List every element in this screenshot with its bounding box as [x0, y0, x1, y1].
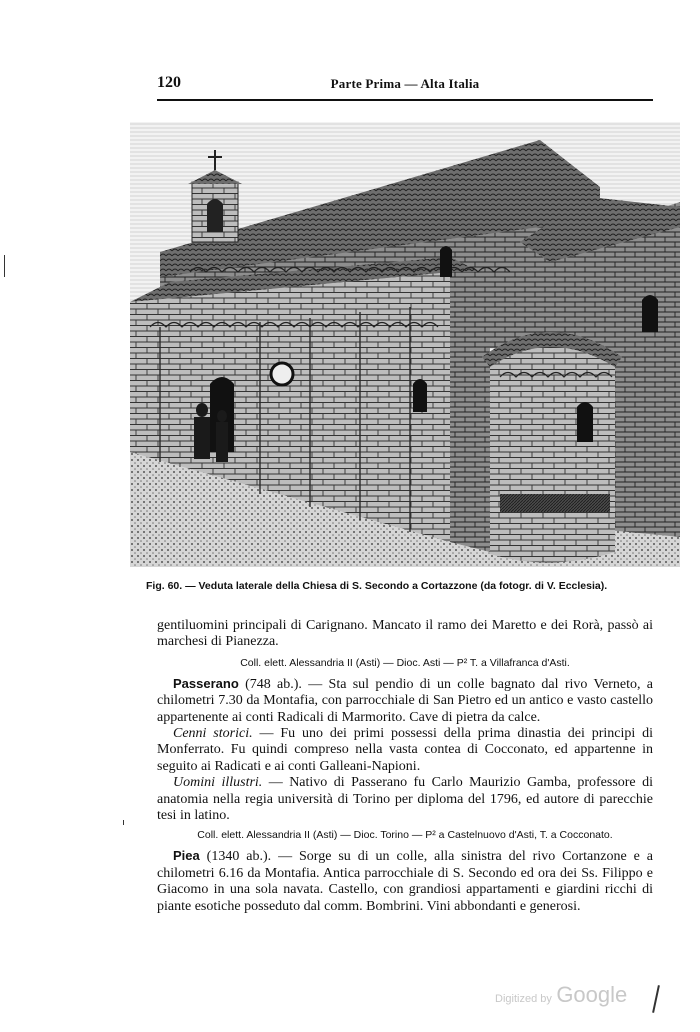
paragraph-piea [157, 848, 653, 915]
paragraph-uomini-illustri [157, 775, 653, 824]
google-watermark [495, 982, 627, 1008]
paragraph-passerano [157, 676, 653, 726]
page-number: 120 [157, 74, 181, 91]
uomini-illustri-text: — Nativo di Passerano fu Carlo Maurizio Gamba, professore di anatomia nella regia università di Torino per diploma del 1796, ed autore di parecchie tesi in latino. [157, 775, 653, 824]
margin-tick [123, 820, 124, 825]
piea-text: (1340 ab.). — Sorge su di un colle, alla sinistra del rivo Cortanzone e a chilometri 6.16 da Montafia. Antica parrocchiale di S. Secondo ed ora dei Ss. Filippo e Giacomo in una sola navata. Castello, con grandiosi appartamenti e giardini ricchi di piante esotiche posseduto dal comm. Bombrini. Vini abbondanti e generosi. [157, 849, 653, 914]
electoral-note-1: Coll. elett. Alessandria II (Asti) — Dioc. Asti — P² T. a Villafranca d'Asti. [240, 656, 570, 669]
paragraph-cenni-storici [157, 726, 653, 775]
electoral-note-2: Coll. elett. Alessandria II (Asti) — Dioc. Torino — P² a Castelnuovo d'Asti, T. a Cocconato. [197, 829, 613, 842]
cenni-storici-label: Cenni storici. [173, 726, 253, 742]
running-title: Parte Prima — Alta Italia [330, 76, 480, 91]
body-text [157, 618, 653, 915]
place-name-piea: Piea [173, 848, 200, 864]
page-edge-mark [652, 985, 660, 1013]
uomini-illustri-label: Uomini illustri. [173, 775, 263, 791]
page-header [157, 74, 653, 96]
paragraph-carignano: gentiluomini principali di Carignano. Mancato il ramo dei Maretto e dei Rorà, passò ai marchesi di Pianezza. [157, 618, 653, 650]
margin-mark-left [4, 255, 5, 277]
header-rule [157, 99, 653, 101]
google-logo: Google [556, 982, 628, 1007]
passerano-text: (748 ab.). — Sta sul pendio di un colle bagnato dal rivo Verneto, a chilometri 7.30 da Montafia, con parrocchiale di San Pietro ed un antico e vasto castello appartenente ai conti Radicali di Marmorito. Cave di pietra da calce. [157, 676, 653, 725]
place-name-passerano: Passerano [173, 675, 239, 691]
figure-caption: Fig. 60. — Veduta laterale della Chiesa di S. Secondo a Cortazzone (da fotogr. di V. Ecclesia). [146, 580, 608, 592]
cenni-storici-text: — Fu uno dei primi possessi della prima dinastia dei principi di Monferrato. Fu quindi compreso nella vasta contea di Cocconato, ed appartenne in seguito ai Radicati e ai conti Galleani-Napioni. [157, 726, 653, 774]
digitized-by-text: Digitized by [495, 993, 552, 1005]
church-illustration [130, 122, 680, 567]
